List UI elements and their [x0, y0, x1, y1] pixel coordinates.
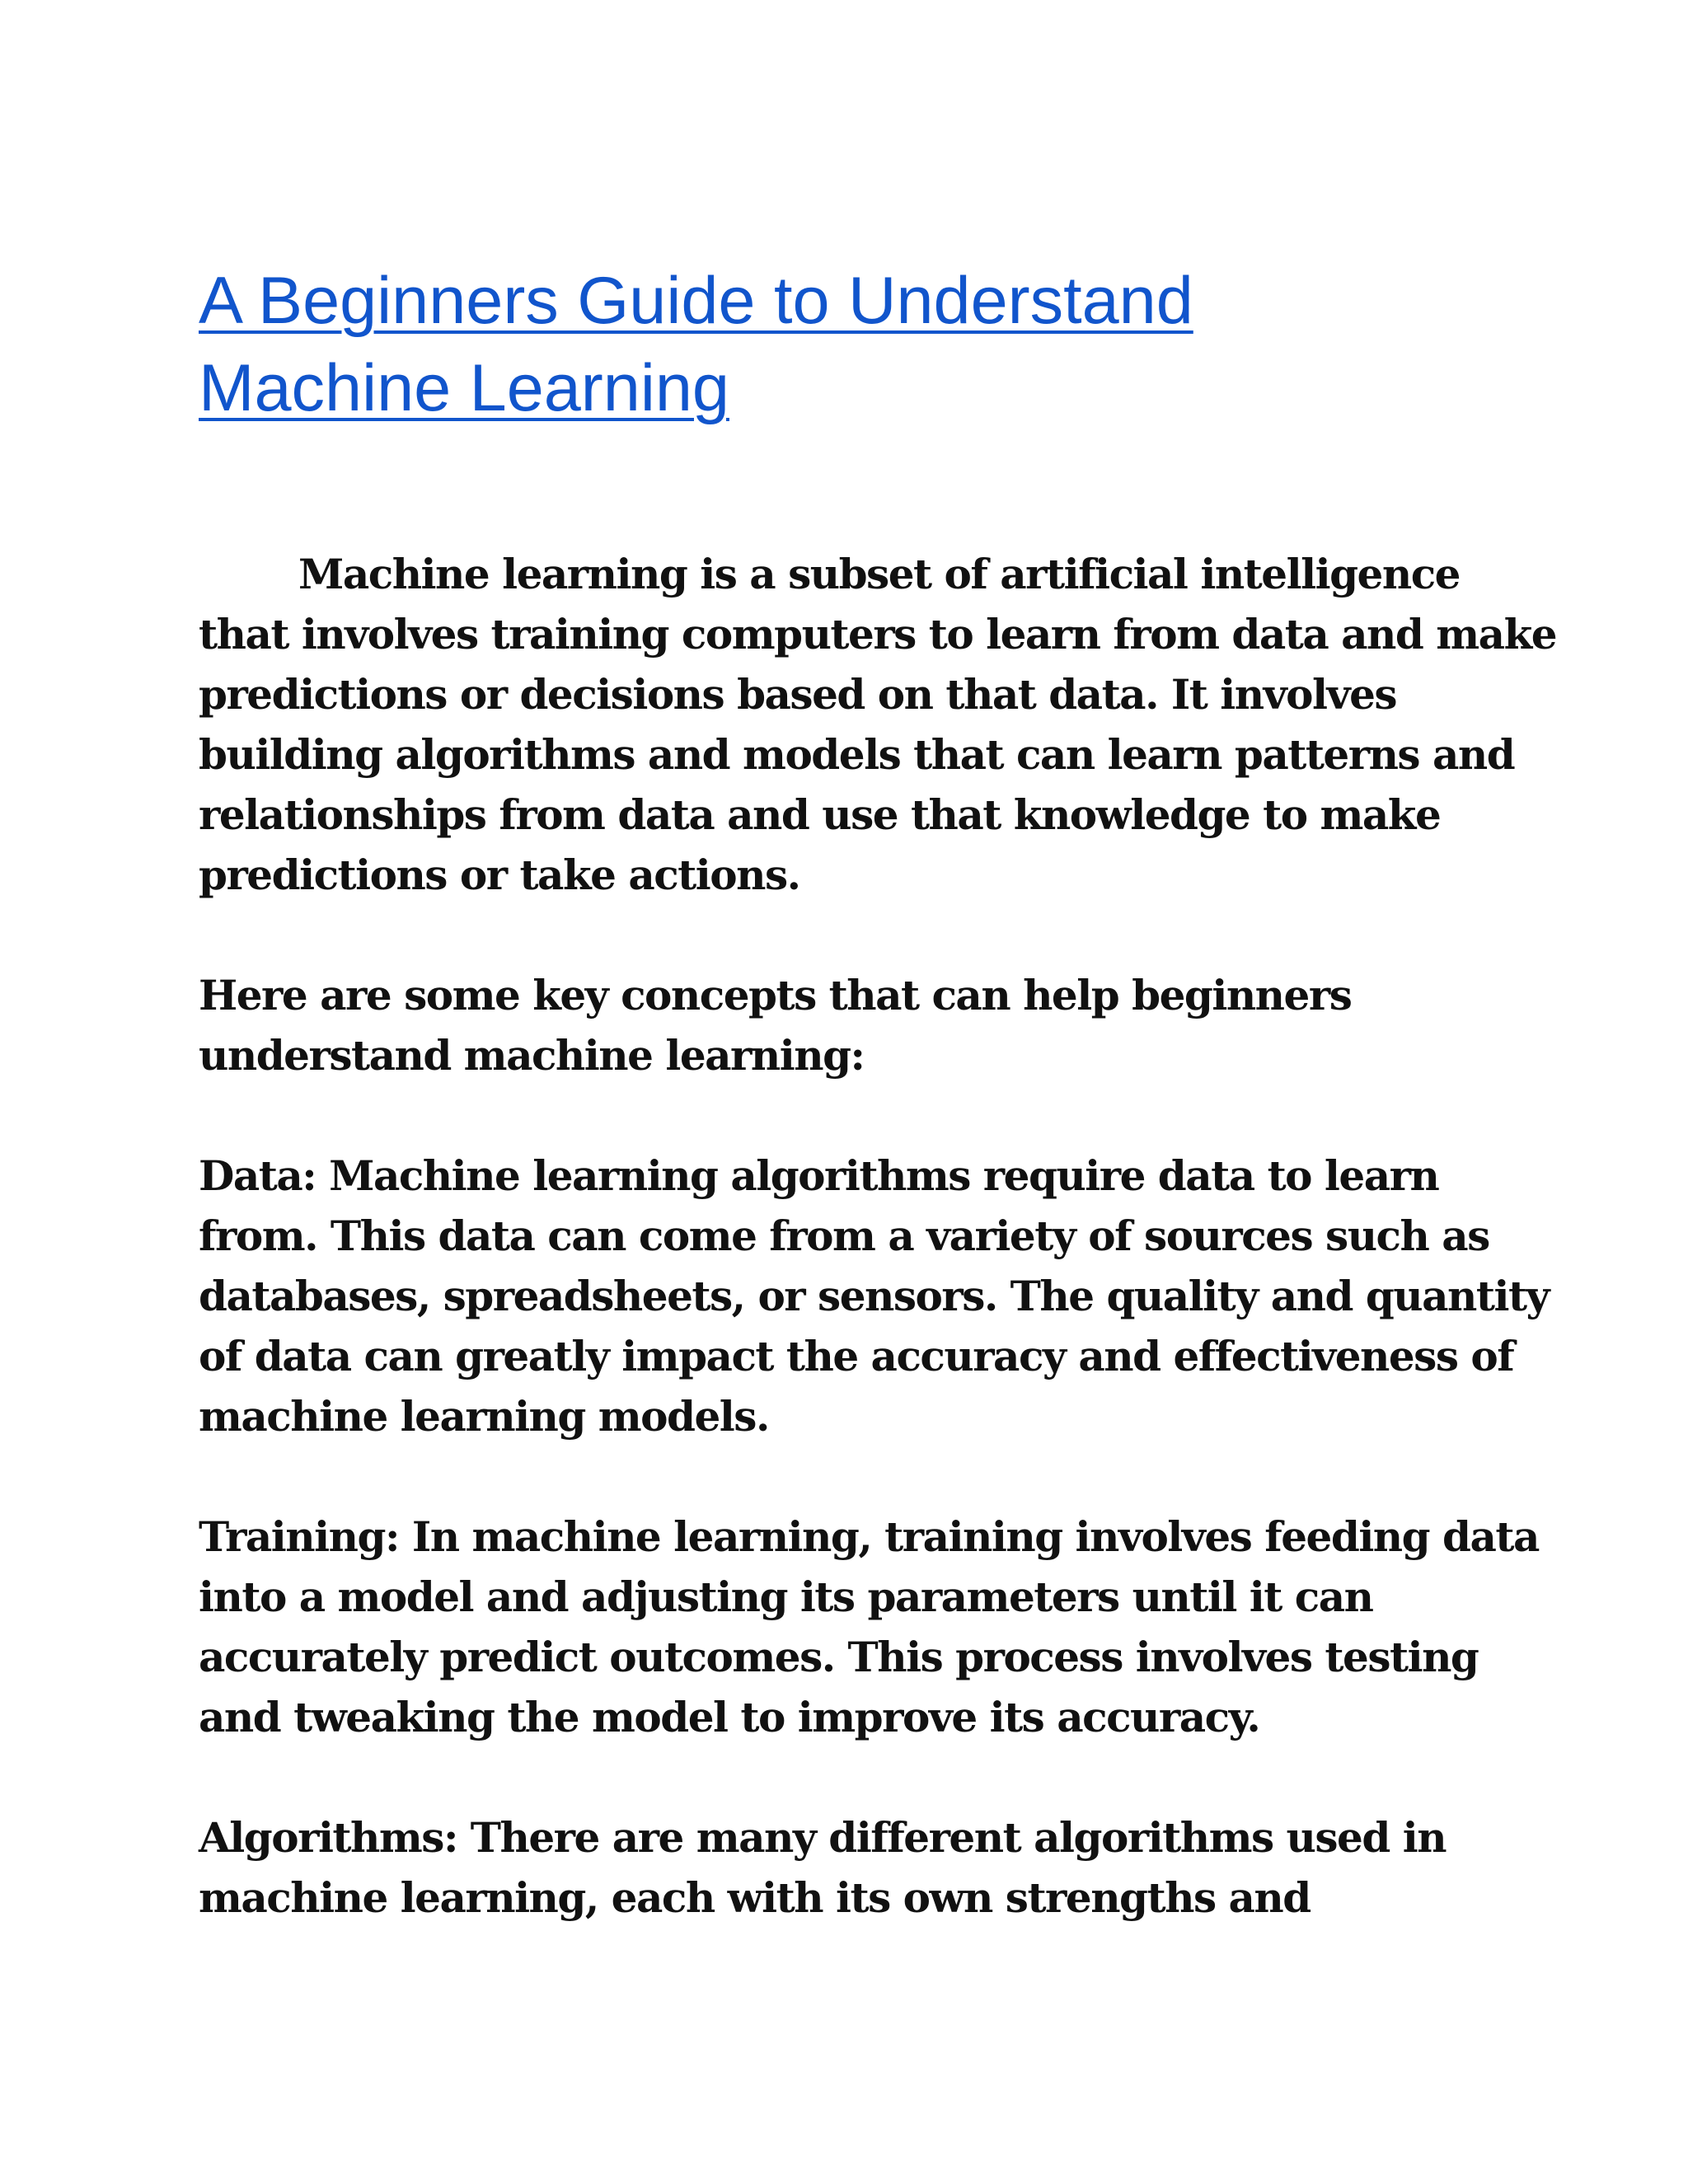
- training-paragraph: [199, 1507, 1550, 1747]
- paragraph-line: into a model and adjusting its parameters until it can: [199, 1572, 1373, 1621]
- paragraph-line: accurately predict outcomes. This process involves testing: [199, 1633, 1479, 1681]
- paragraph-line: and tweaking the model to improve its accuracy.: [199, 1693, 1260, 1741]
- paragraph-line: of data can greatly impact the accuracy and effectiveness of: [199, 1332, 1514, 1380]
- paragraph-line: machine learning, each with its own strengths and: [199, 1873, 1311, 1922]
- paragraph-line: understand machine learning:: [199, 1031, 865, 1080]
- paragraph-line: predictions or decisions based on that data. It involves: [199, 670, 1397, 719]
- document-title: [199, 257, 1550, 432]
- paragraph-line: predictions or take actions.: [199, 851, 800, 899]
- intro-paragraph: [199, 544, 1557, 905]
- document-body: [199, 544, 1557, 1928]
- title-line: A Beginners Guide to Understand: [199, 264, 1193, 338]
- algorithms-paragraph: [199, 1807, 1550, 1928]
- paragraph-line: Here are some key concepts that can help beginners: [199, 971, 1352, 1019]
- title-line: Machine Learning: [199, 351, 729, 425]
- key-concepts-paragraph: [199, 965, 1550, 1085]
- data-paragraph: [199, 1146, 1550, 1446]
- paragraph-line: machine learning models.: [199, 1392, 769, 1441]
- paragraph-line: that involves training computers to learn from data and make: [199, 610, 1557, 658]
- paragraph-line: Machine learning is a subset of artificial intelligence: [298, 550, 1460, 598]
- paragraph-line: databases, spreadsheets, or sensors. The quality and quantity: [199, 1272, 1550, 1320]
- paragraph-line: from. This data can come from a variety of sources such as: [199, 1212, 1489, 1260]
- paragraph-line: Algorithms: There are many different algorithms used in: [199, 1813, 1447, 1862]
- paragraph-line: relationships from data and use that knowledge to make: [199, 790, 1441, 839]
- paragraph-line: Training: In machine learning, training involves feeding data: [199, 1512, 1539, 1561]
- document-content: [199, 257, 1557, 1928]
- paragraph-line: Data: Machine learning algorithms require data to learn: [199, 1151, 1439, 1200]
- title-link[interactable]: [199, 257, 1550, 432]
- paragraph-line: building algorithms and models that can learn patterns and: [199, 730, 1515, 779]
